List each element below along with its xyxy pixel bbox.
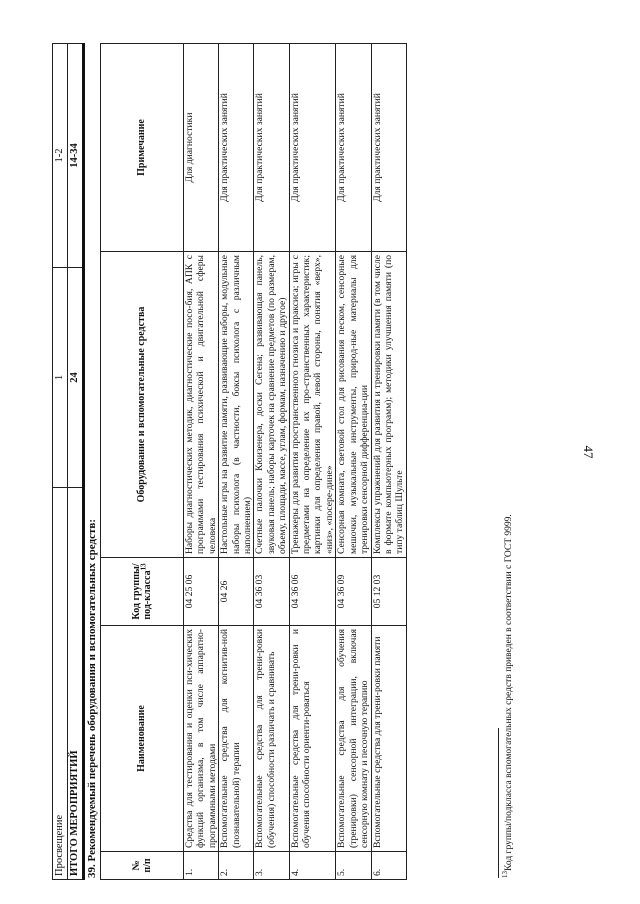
cell-name: Вспомогательные средства для когнитив-ной (познавательной) терапии xyxy=(219,626,254,852)
total-label: ИТОГО МЕРОПРИЯТИЙ xyxy=(68,488,84,880)
cell-name: Средства для тестирования и оценки пси-хических функций организма, в том числе аппаратно-программными методами xyxy=(184,626,219,852)
cell-note: Для диагностики xyxy=(184,44,219,252)
cell-equipment: Наборы диагностических методик, диагностические посо-бия, АПК с программами тестирования психической и двигательной сферы человека xyxy=(184,252,219,558)
cell-code: 05 12 03 xyxy=(371,558,406,626)
header-note: Примечание xyxy=(101,44,184,252)
cell-note: Для практических занятий xyxy=(371,44,406,252)
header-equipment: Оборудование и вспомогательные средства xyxy=(101,252,184,558)
total-value: 24 xyxy=(68,268,84,488)
table-row xyxy=(254,44,289,880)
cell-note: Для практических занятий xyxy=(219,44,254,252)
cell-code: 04 25 06 xyxy=(184,558,219,626)
table-header-row xyxy=(101,44,184,880)
summary-value: 1 xyxy=(53,268,68,488)
cell-note: Для практических занятий xyxy=(336,44,371,252)
summary-table xyxy=(52,43,85,880)
cell-note: Для практических занятий xyxy=(254,44,289,252)
cell-name: Вспомогательные средства для трени-ровки и обучения способности ориенти-роваться xyxy=(289,626,336,852)
cell-code: 04 26 xyxy=(219,558,254,626)
cell-name: Вспомогательные средства для трени-ровки (обучения) способности различать и сравнивать xyxy=(254,626,289,852)
cell-num: 4. xyxy=(289,852,336,880)
cell-num: 6. xyxy=(371,852,406,880)
cell-code: 04 36 06 xyxy=(289,558,336,626)
equipment-table xyxy=(100,43,407,880)
cell-equipment: Тренажеры для развития пространственного гнозиса и праксиса; игры с предметами на определение их про-странственных характеристик; картинки для определения правой, левой стороны, понятия «верх», «низ», «посере-дине» xyxy=(289,252,336,558)
footnote-divider xyxy=(498,728,499,878)
cell-num: 1. xyxy=(184,852,219,880)
table-row xyxy=(53,44,68,880)
cell-equipment: Сенсорная комната, световой стол для рисования песком, сенсорные мешочки, музыкальные инструменты, природ-ные материалы для тренировки сенсорной дифференциа-ции xyxy=(336,252,371,558)
section-heading: 39. Рекомендуемый перечень оборудования и вспомогательных средств: xyxy=(86,519,98,878)
cell-num: 3. xyxy=(254,852,289,880)
summary-value: 1-2 xyxy=(53,44,68,268)
header-name: Наименование xyxy=(101,626,184,852)
cell-equipment: Настольные игры на развитие памяти, развивающие наборы, модульные наборы психолога (в частности, боксы психолога с различным наполнением) xyxy=(219,252,254,558)
table-row xyxy=(371,44,406,880)
total-value: 14-34 xyxy=(68,44,84,268)
cell-num: 5. xyxy=(336,852,371,880)
footnote: $^{13}$Код группы/подкласса вспомогательных средств приведен в соответствии с ГОСТ 9999. xyxy=(500,514,514,878)
table-row xyxy=(184,44,219,880)
cell-equipment: Комплексы упражнений для развития и тренировки памяти (в том числе в формате компьютерных программ); методики улучшения памяти (по типу таблиц Шульте xyxy=(371,252,406,558)
page-number: 47 xyxy=(581,445,596,459)
table-row xyxy=(219,44,254,880)
header-num: № п/п xyxy=(101,852,184,880)
cell-note: Для практических занятий xyxy=(289,44,336,252)
cell-equipment: Счетные палочки Кюизенера, доски Сегена; развивающая панель, звуковая панель; наборы карточек на сравнение предметов (по размерам, объему, площади, массе, углам, формам, назначению и другое) xyxy=(254,252,289,558)
summary-label: Просвещение xyxy=(53,488,68,880)
cell-name: Вспомогательные средства для обучения (тренировки) сенсорной интеграции, включая сенсорную комнату и песочную терапию xyxy=(336,626,371,852)
table-row xyxy=(289,44,336,880)
cell-code: 04 36 09 xyxy=(336,558,371,626)
header-code: Код группы/под-класса$^{13}$ xyxy=(101,558,184,626)
cell-name: Вспомогательные средства для трени-ровки памяти xyxy=(371,626,406,852)
table-row xyxy=(336,44,371,880)
rotated-page-content xyxy=(52,32,552,884)
table-row-total xyxy=(68,44,84,880)
cell-num: 2. xyxy=(219,852,254,880)
cell-code: 04 36 03 xyxy=(254,558,289,626)
